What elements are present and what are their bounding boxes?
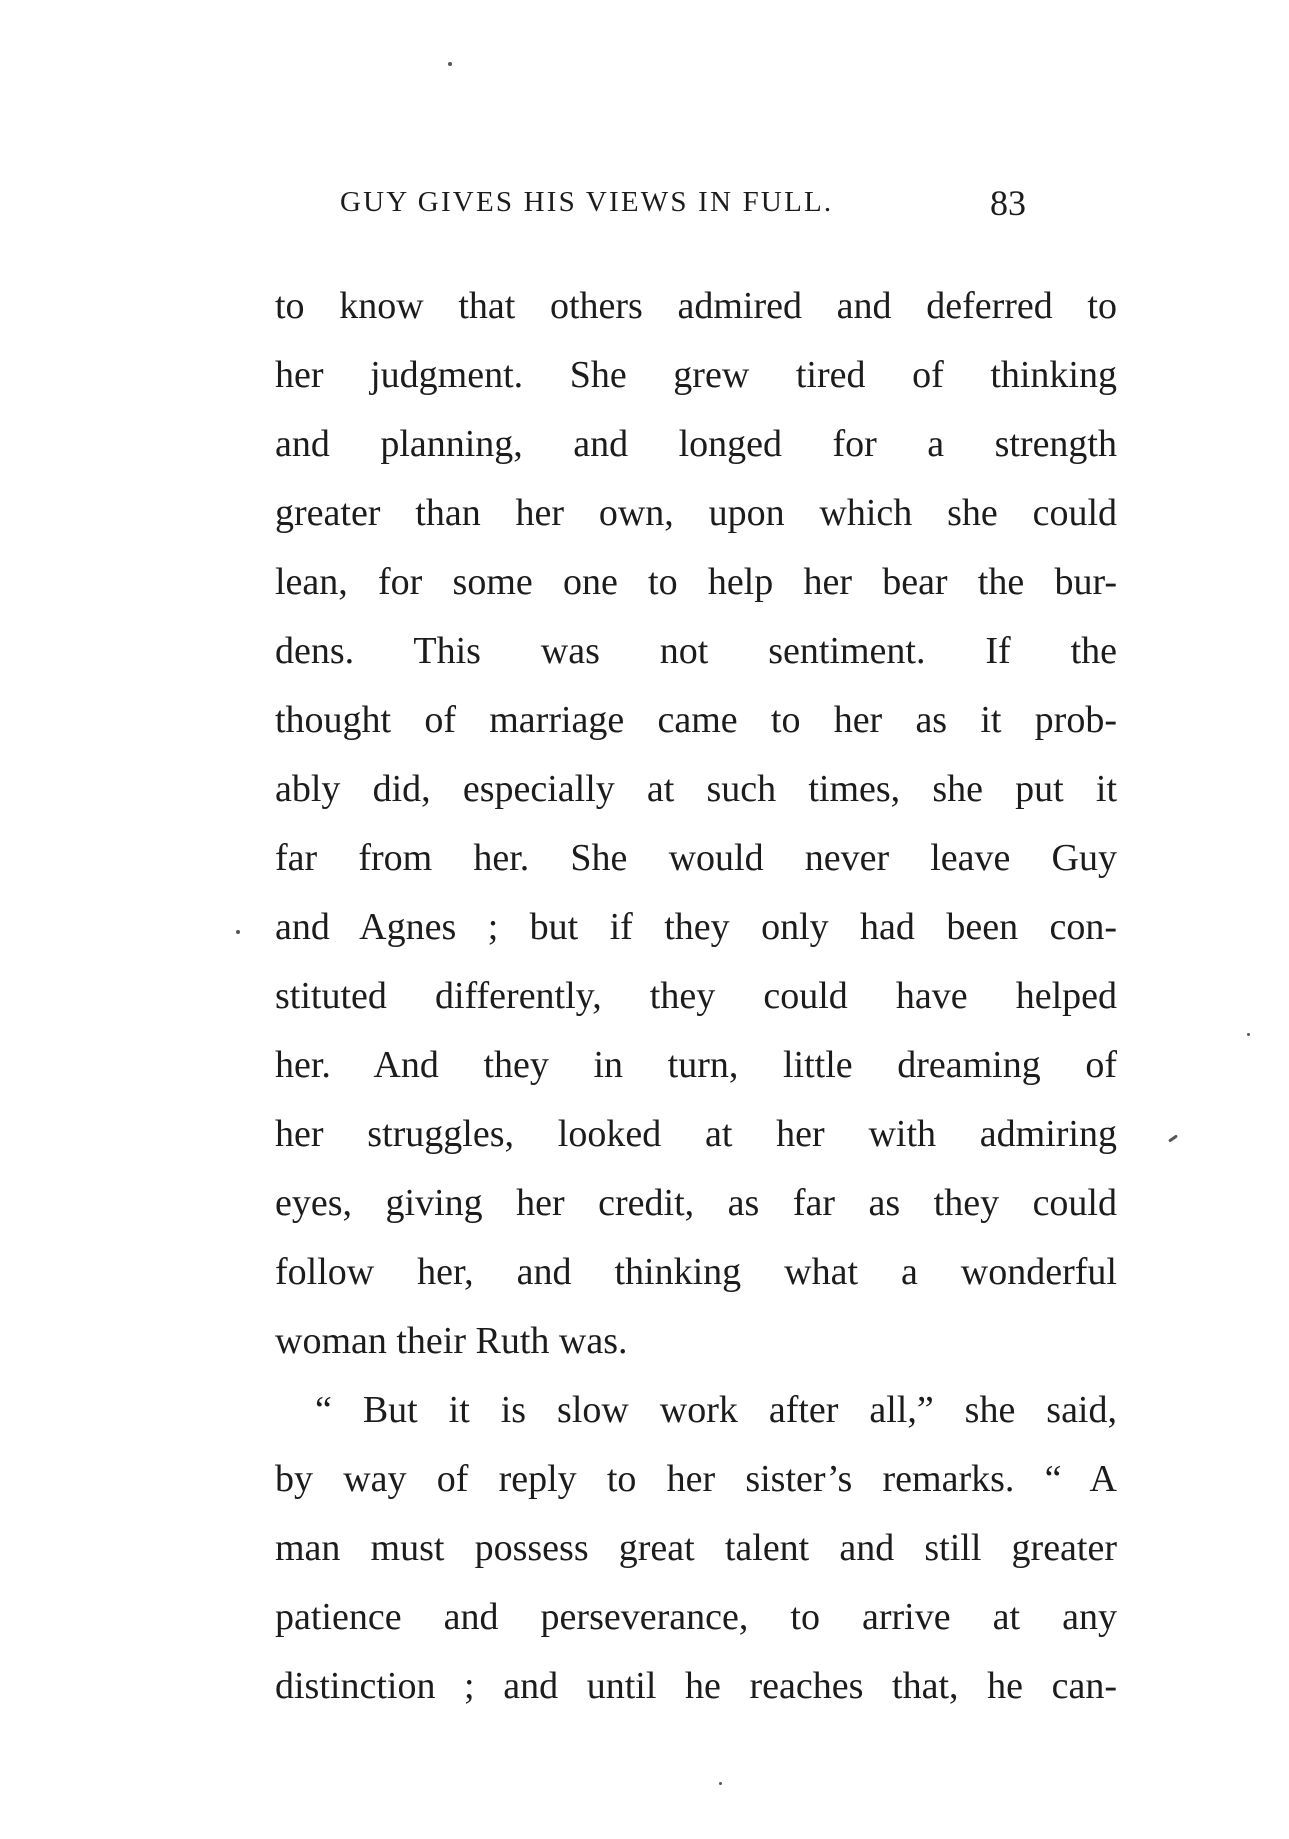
- text-line: her struggles, looked at her with admiring: [275, 1113, 1117, 1155]
- text-line: distinction ; and until he reaches that, he can-: [275, 1665, 1117, 1707]
- text-line: follow her, and thinking what a wonderful: [275, 1251, 1117, 1293]
- scan-speck: [448, 62, 452, 66]
- scan-speck: [719, 1782, 722, 1785]
- text-line: lean, for some one to help her bear the bur-: [275, 561, 1117, 603]
- paragraph-end-line: woman their Ruth was.: [275, 1320, 628, 1362]
- text-line: eyes, giving her credit, as far as they could: [275, 1182, 1117, 1224]
- text-line: ably did, especially at such times, she put it: [275, 768, 1117, 810]
- text-line: her judgment. She grew tired of thinking: [275, 354, 1117, 396]
- text-line: dens. This was not sentiment. If the: [275, 630, 1117, 672]
- text-line: man must possess great talent and still greater: [275, 1527, 1117, 1569]
- scan-speck: [236, 930, 240, 934]
- page-number: 83: [990, 183, 1026, 223]
- text-line: to know that others admired and deferred to: [275, 285, 1117, 327]
- text-line: patience and perseverance, to arrive at any: [275, 1596, 1117, 1638]
- text-line: and planning, and longed for a strength: [275, 423, 1117, 465]
- text-line: stituted differently, they could have helped: [275, 975, 1117, 1017]
- text-line: and Agnes ; but if they only had been con-: [275, 906, 1117, 948]
- body-text: [275, 272, 1117, 1721]
- running-title: GUY GIVES HIS VIEWS IN FULL.: [340, 186, 834, 218]
- text-line: thought of marriage came to her as it prob-: [275, 699, 1117, 741]
- text-line: greater than her own, upon which she could: [275, 492, 1117, 534]
- running-head: [340, 183, 1140, 236]
- scan-speck: [1247, 1033, 1250, 1036]
- text-line: by way of reply to her sister’s remarks. “ A: [275, 1458, 1117, 1500]
- paragraph-start-line: “ But it is slow work after all,” she said,: [315, 1389, 1117, 1431]
- scan-speck: [1168, 1134, 1178, 1142]
- text-line: far from her. She would never leave Guy: [275, 837, 1117, 879]
- text-line: her. And they in turn, little dreaming of: [275, 1044, 1117, 1086]
